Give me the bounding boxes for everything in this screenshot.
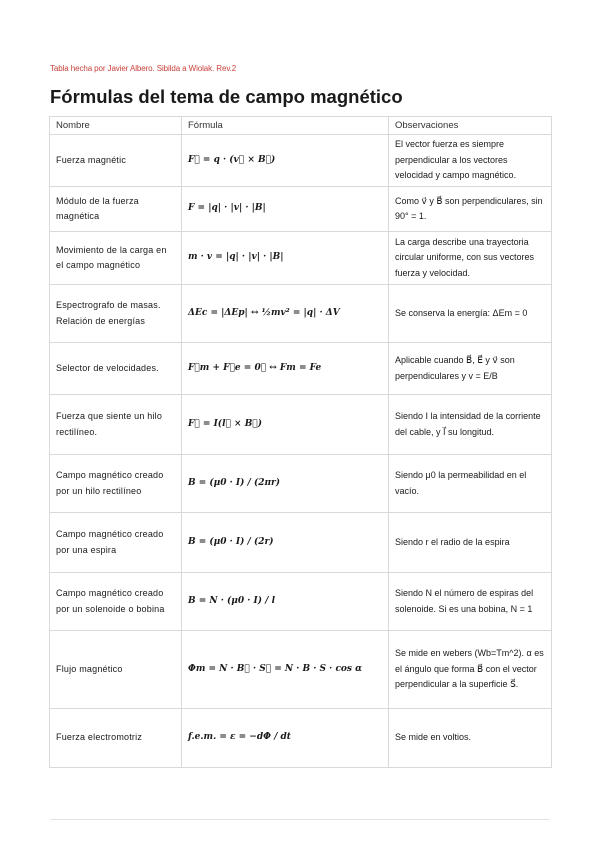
row-formula: F⃗ = q · (v⃗ × B⃗)	[182, 135, 389, 187]
table-row	[50, 709, 552, 768]
row-name: Espectrografo de masas. Relación de energías	[50, 285, 182, 343]
row-name: Fuerza magnétic	[50, 135, 182, 187]
table-row	[50, 232, 552, 285]
row-observation: Se mide en webers (Wb=Tm^2). α es el ángulo que forma B⃗ con el vector perpendicular a la superficie S⃗.	[389, 631, 552, 709]
row-formula: B = (μ0 · I) / (2πr)	[182, 455, 389, 513]
row-observation: Como v⃗ y B⃗ son perpendiculares, sin 90° = 1.	[389, 187, 552, 232]
formula-table	[49, 116, 552, 768]
row-observation: Aplicable cuando B⃗, E⃗ y v⃗ son perpendiculares y v = E/B	[389, 343, 552, 395]
table-row	[50, 187, 552, 232]
table-row	[50, 513, 552, 573]
row-observation: El vector fuerza es siempre perpendicular a los vectores velocidad y campo magnético.	[389, 135, 552, 187]
table-row	[50, 573, 552, 631]
table-row	[50, 631, 552, 709]
row-formula: Φm = N · B⃗ · S⃗ = N · B · S · cos α	[182, 631, 389, 709]
row-name: Módulo de la fuerza magnética	[50, 187, 182, 232]
row-name: Movimiento de la carga en el campo magnético	[50, 232, 182, 285]
row-name: Selector de velocidades.	[50, 343, 182, 395]
row-observation: Siendo μ0 la permeabilidad en el vacío.	[389, 455, 552, 513]
row-observation: Siendo I la intensidad de la corriente del cable, y l⃗ su longitud.	[389, 395, 552, 455]
table-row	[50, 285, 552, 343]
row-formula: B = N · (μ0 · I) / l	[182, 573, 389, 631]
footer-divider	[50, 819, 550, 820]
row-formula: B = (μ0 · I) / (2r)	[182, 513, 389, 573]
row-formula: F = |q| · |v| · |B|	[182, 187, 389, 232]
row-observation: Se conserva la energía: ΔEm = 0	[389, 285, 552, 343]
header-formula: Fórmula	[182, 117, 389, 135]
table-row	[50, 455, 552, 513]
row-observation: La carga describe una trayectoria circular uniforme, con sus vectores fuerza y velocidad.	[389, 232, 552, 285]
table-header-row	[50, 117, 552, 135]
row-formula: F⃗ = I(l⃗ × B⃗)	[182, 395, 389, 455]
header-observations: Observaciones	[389, 117, 552, 135]
row-observation: Siendo r el radio de la espira	[389, 513, 552, 573]
row-formula: F⃗m + F⃗e = 0⃗ ↔ Fm = Fe	[182, 343, 389, 395]
header-name: Nombre	[50, 117, 182, 135]
table-row	[50, 135, 552, 187]
row-observation: Se mide en voltios.	[389, 709, 552, 768]
row-observation: Siendo N el número de espiras del solenoide. Si es una bobina, N = 1	[389, 573, 552, 631]
row-formula: ΔEc = |ΔEp| ↔ ½mv² = |q| · ΔV	[182, 285, 389, 343]
table-row	[50, 343, 552, 395]
row-name: Campo magnético creado por un hilo rectilíneo	[50, 455, 182, 513]
row-name: Fuerza que siente un hilo rectilíneo.	[50, 395, 182, 455]
row-name: Campo magnético creado por un solenoide o bobina	[50, 573, 182, 631]
page-title: Fórmulas del tema de campo magnético	[50, 86, 403, 107]
row-name: Campo magnético creado por una espira	[50, 513, 182, 573]
author-credit: Tabla hecha por Javier Albero. Sibilda a Wiolak. Rev.2	[50, 64, 237, 73]
row-name: Fuerza electromotriz	[50, 709, 182, 768]
row-name: Flujo magnético	[50, 631, 182, 709]
row-formula: f.e.m. = ε = −dΦ / dt	[182, 709, 389, 768]
row-formula: m · v = |q| · |v| · |B|	[182, 232, 389, 285]
table-row	[50, 395, 552, 455]
